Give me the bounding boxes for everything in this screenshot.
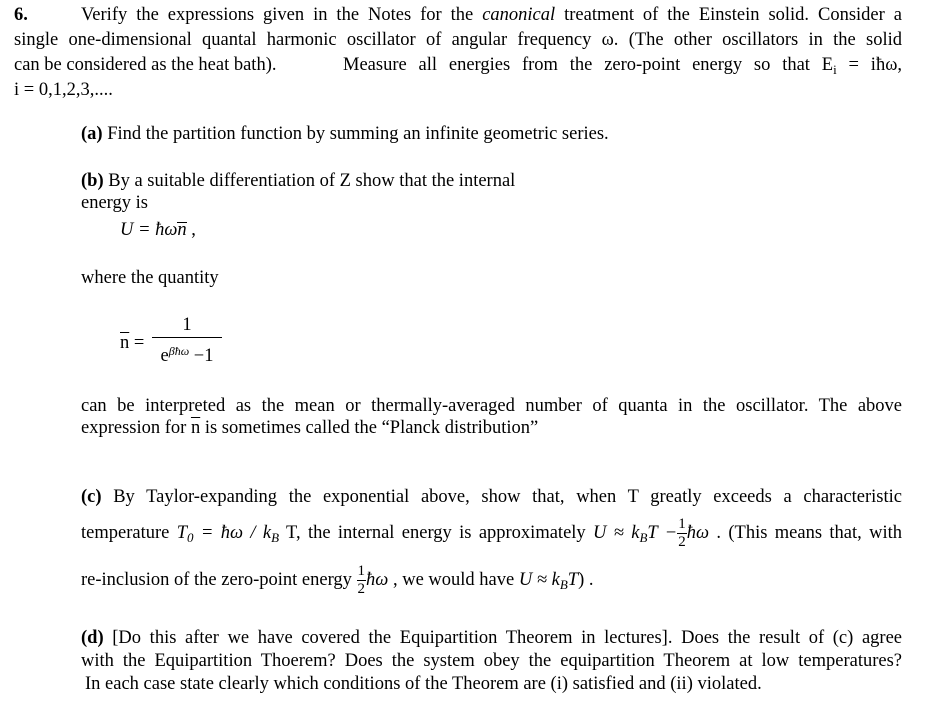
part-c-line-1: (c) By Taylor-expanding the exponential above, show that, when T greatly exceeds a characteristic: [81, 487, 902, 507]
part-c-line-2: temperature $T_0$ = ħω / $k_B$ T, the internal energy is approximately $U \approx k_BT$ − $\frac{1}{2}$ ħω . (This means that, with: [81, 516, 902, 550]
problem-intro-line-3a: can be considered as the heat bath).: [14, 55, 277, 75]
part-b-label: (b): [81, 171, 104, 191]
part-b-where: where the quantity: [81, 268, 219, 288]
problem-intro-line-3b: Measure all energies from the zero-point energy so that $E_i$ = iħω,: [343, 55, 902, 77]
part-b-line-2: energy is: [81, 193, 148, 213]
nbar-inline-symbol: $\overline{n}$: [190, 418, 201, 438]
half-fraction: $\frac{1}{2}$: [678, 516, 686, 550]
problem-intro-line-1: Verify the expressions given in the Notes for the canonical treatment of the Einstein solid. Consider a: [81, 5, 902, 25]
part-a-text: (a) Find the partition function by summing an infinite geometric series.: [81, 124, 609, 144]
planck-fraction-numerator: 1: [152, 314, 222, 338]
part-d-line-3: In each case state clearly which conditions of the Theorem are (i) satisfied and (ii) violated.: [85, 674, 762, 694]
equation-internal-energy: U = ħωn ,: [120, 220, 196, 240]
part-d-line-2: with the Equipartition Thoerem? Does the system obey the equipartition Theorem at low temperatures?: [81, 651, 902, 671]
planck-fraction-denominator: $e^{\beta ħ\omega} -1$: [160, 344, 214, 366]
problem-number: 6.: [14, 5, 28, 25]
part-c-line-3: re-inclusion of the zero-point energy $\frac{1}{2}$ ħω , we would have $U \approx k_BT$) .: [81, 563, 594, 597]
part-b-after-line-1: can be interpreted as the mean or thermally-averaged number of quanta in the oscillator. The above: [81, 396, 902, 416]
part-d-line-1: (d) [Do this after we have covered the Equipartition Theorem in lectures]. Does the result of (c) agree: [81, 628, 902, 648]
nbar-symbol: $\overline{n}$: [120, 333, 130, 353]
part-c-label: (c): [81, 487, 102, 507]
part-a-label: (a): [81, 124, 103, 144]
part-b-line-1: (b) By a suitable differentiation of Z show that the internal: [81, 171, 516, 191]
problem-intro-line-2: single one-dimensional quantal harmonic oscillator of angular frequency ω. (The other oscillators in the solid: [14, 30, 902, 50]
planck-fraction: [152, 314, 222, 369]
problem-intro-line-4: i = 0,1,2,3,....: [14, 80, 113, 100]
equation-nbar-lhs: $\overline{n}$ =: [120, 333, 145, 353]
emphasis-canonical: canonical: [482, 5, 556, 25]
part-b-after-line-2: expression for $\overline{n}$ is sometimes called the “Planck distribution”: [81, 418, 539, 438]
part-d-label: (d): [81, 628, 104, 648]
half-fraction-2: $\frac{1}{2}$: [357, 563, 366, 597]
problem-line-1: [14, 3, 28, 27]
